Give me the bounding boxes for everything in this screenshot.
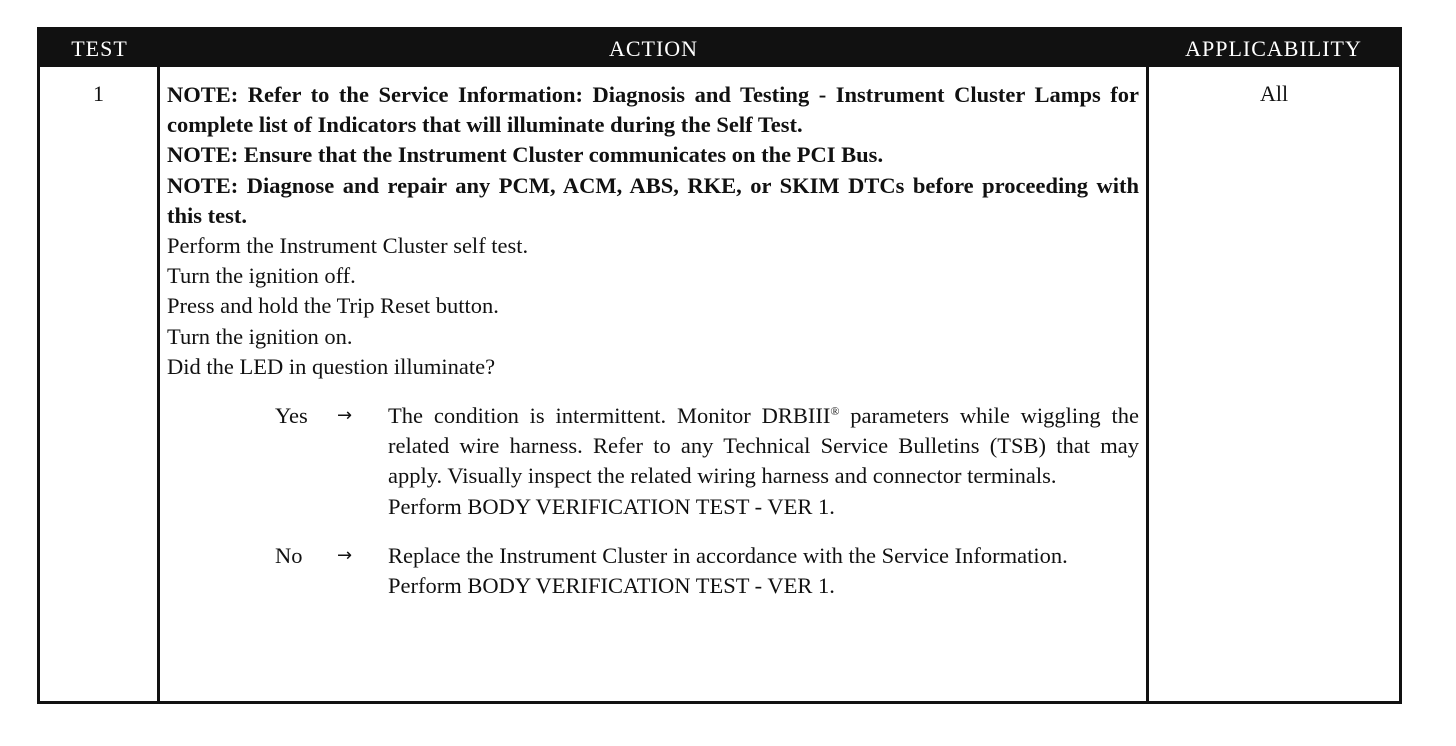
step-text: Press and hold the Trip Reset button. [167, 293, 499, 319]
applicability-cell: All [1259, 81, 1289, 106]
yes-followup-text: Perform BODY VERIFICATION TEST - VER 1. [388, 493, 835, 519]
no-result-text: Replace the Instrument Cluster in accordance with the Service Information. [388, 542, 1068, 568]
note-text: NOTE: Refer to the Service Information: Diagnosis and Testing - Instrument Cluster Lamps for complete list of Indicators that will illuminate during the Self Test. [167, 82, 1139, 138]
note-text: NOTE: Ensure that the Instrument Cluster communicates on the PCI Bus. [167, 142, 884, 168]
note-text: NOTE: Diagnose and repair any PCM, ACM, ABS, RKE, or SKIM DTCs before proceeding with this test. [167, 172, 1139, 228]
header-applicability: APPLICABILITY [1185, 36, 1362, 61]
step-text: Turn the ignition off. [167, 263, 356, 289]
yes-result-text: The condition is intermittent. Monitor DRBIII® parameters while wiggling the related wire harness. Refer to any Technical Service Bulletins (TSB) that may apply. Visually inspect the related wiring harness and connector terminals. [388, 403, 1139, 489]
diagnostic-test-table [37, 27, 1402, 704]
no-followup-text: Perform BODY VERIFICATION TEST - VER 1. [388, 573, 835, 599]
column-divider [157, 67, 160, 701]
yes-label: Yes [275, 403, 308, 429]
step-text: Turn the ignition on. [167, 323, 353, 349]
header-test: TEST [71, 36, 128, 61]
header-action: ACTION [608, 36, 699, 61]
action-cell [167, 67, 1139, 601]
registered-mark: ® [830, 404, 840, 419]
yes-branch [167, 401, 1139, 522]
arrow-right-icon: → [337, 544, 353, 566]
no-label: No [275, 542, 303, 568]
no-branch [167, 541, 1139, 601]
arrow-right-icon: → [337, 405, 353, 427]
test-number-cell: 1 [93, 81, 104, 106]
table-header [40, 30, 1399, 67]
column-divider [1146, 67, 1149, 701]
question-text: Did the LED in question illuminate? [167, 353, 496, 379]
step-text: Perform the Instrument Cluster self test. [167, 233, 529, 259]
